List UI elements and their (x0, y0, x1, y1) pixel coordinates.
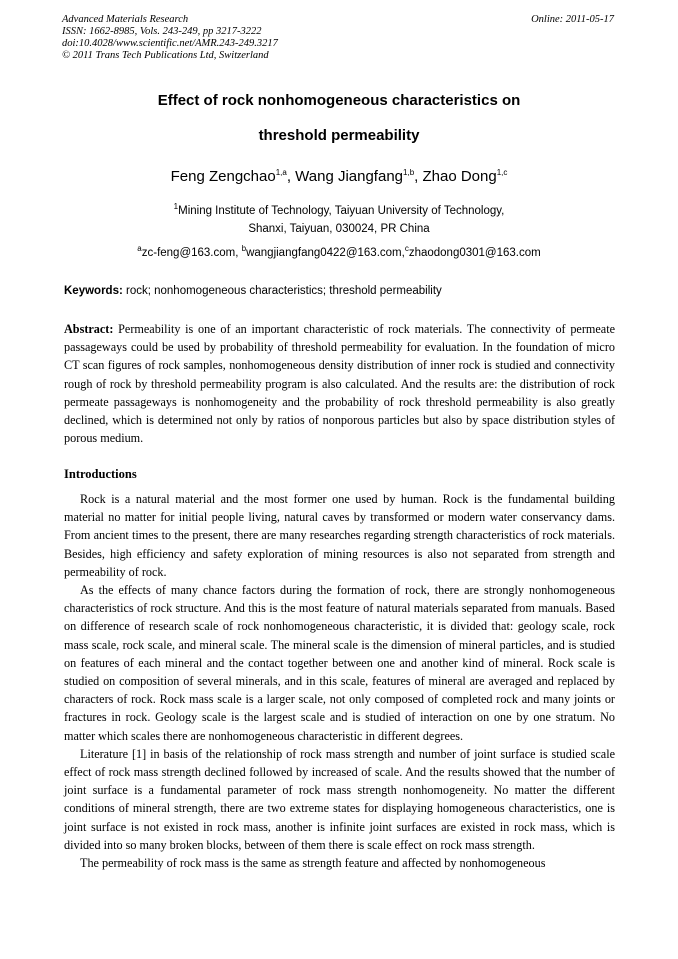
author-name: Zhao Dong (422, 168, 497, 185)
affiliation-mark: 1 (173, 202, 179, 212)
email-link[interactable]: zhaodong0301@163.com (408, 247, 541, 259)
affiliation-line-2: Shanxi, Taiyuan, 030024, PR China (248, 223, 430, 235)
introduction-body (64, 490, 615, 872)
affiliation-line-1: $^1$Mining Institute of Technology, Taiyuan University of Technology, (173, 202, 505, 217)
copyright-line: © 2011 Trans Tech Publications Ltd, Switzerland (62, 50, 269, 61)
author-emails: $^a$zc-feng@163.com, $^b$wangjiangfang0422@163.com,$^c$zhaodong0301@163.com (137, 244, 541, 259)
body-paragraph: Rock is a natural material and the most former one used by human. Rock is the fundamental building material no matter for initial people living, natural caves by transformed or modern water conservancy dams. From ancient times to the present, there are many researches regarding strength characteristics of rock materials. Besides, high efficiency and safety exploration of mining resources is also not separated from strength and permeability of rock. (64, 492, 615, 579)
paper-title-line-2: threshold permeability (258, 127, 420, 144)
online-date: Online: 2011-05-17 (531, 14, 614, 25)
author-affiliation-mark: 1,b (403, 168, 415, 177)
journal-header (62, 14, 278, 62)
email-link[interactable]: zc-feng@163.com (141, 247, 236, 259)
abstract (64, 320, 615, 447)
keywords (64, 284, 442, 298)
section-heading-introductions: Introductions (64, 467, 137, 481)
author-name: Wang Jiangfang (295, 168, 404, 185)
body-paragraph: As the effects of many chance factors during the formation of rock, there are strongly nonhomogeneous characteristics of rock structure. And this is the most feature of natural materials separated from manuals. Based on difference of research scale of rock nonhomogeneous characteristic, it is divided that: geology scale, rock mass scale, rock scale, and mineral scale. The mineral scale is the dimension of mineral particles, and is studied on features of each mineral and the contact together between one and another kind of mineral. Rock scale is studied on composition of several minerals, and in this scale, features of mineral are averaged and replaced by characters of rock. Rock mass scale is a larger scale, not only composed of completed rock and many joints or fractures in rock. Geology scale is the largest scale and is studied of interaction on one by one stratum. No matter which scales there are nonhomogeneous characteristic in different degrees. (64, 583, 615, 743)
paper-title-line-1: Effect of rock nonhomogeneous characteristics on (157, 92, 521, 109)
abstract-label: Abstract: (64, 322, 114, 336)
author-affiliation-mark: 1,c (496, 168, 508, 177)
body-paragraph: Literature [1] in basis of the relationship of rock mass strength and number of joint surface is studied scale effect of rock mass strength declined followed by increased of scale. And the results showed that the number of joint surface is a fundamental parameter of rock mass strength nonhomogeneity. No matter the different conditions of mineral strength, there are two extreme states for displaying homogeneous characteristics, one is joint surface is not existed in rock mass, another is infinite joint surfaces are existed in rock mass, which is divided into so many broken blocks, between of them there is scale effect on rock mass strength. (64, 746, 615, 852)
abstract-text: Permeability is one of an important characteristic of rock materials. The connectivity of permeate passageways could be used by probability of threshold permeability for evaluation. In the foundation of micro CT scan figures of rock samples, nonhomogeneous density distribution of inner rock is studied and connectivity rough of rock by threshold permeability program is also calculated. And the results are: the distribution of rock permeate passageways is nonhomogeneity and the probability of rock threshold permeability is also greatly declined, which is determined not only by ratios of nonporous particles but also by space distribution styles of porous medium. (64, 322, 615, 446)
keywords-text: rock; nonhomogeneous characteristics; threshold permeability (126, 285, 442, 297)
issn-line: ISSN: 1662-8985, Vols. 243-249, pp 3217-3222 (62, 26, 262, 37)
author-affiliation-mark: 1,a (275, 168, 287, 177)
author-list: Feng Zengchao$^{1,a}$, Wang Jiangfang$^{1,b}$, Zhao Dong$^{1,c}$ (170, 168, 508, 185)
body-paragraph: The permeability of rock mass is the same as strength feature and affected by nonhomogeneous (80, 856, 546, 871)
author-name: Feng Zengchao (170, 168, 276, 185)
keywords-label: Keywords: (64, 285, 123, 297)
doi-line[interactable]: doi:10.4028/www.scientific.net/AMR.243-249.3217 (62, 38, 278, 49)
email-link[interactable]: wangjiangfang0422@163.com (246, 247, 402, 259)
journal-name: Advanced Materials Research (62, 14, 189, 25)
